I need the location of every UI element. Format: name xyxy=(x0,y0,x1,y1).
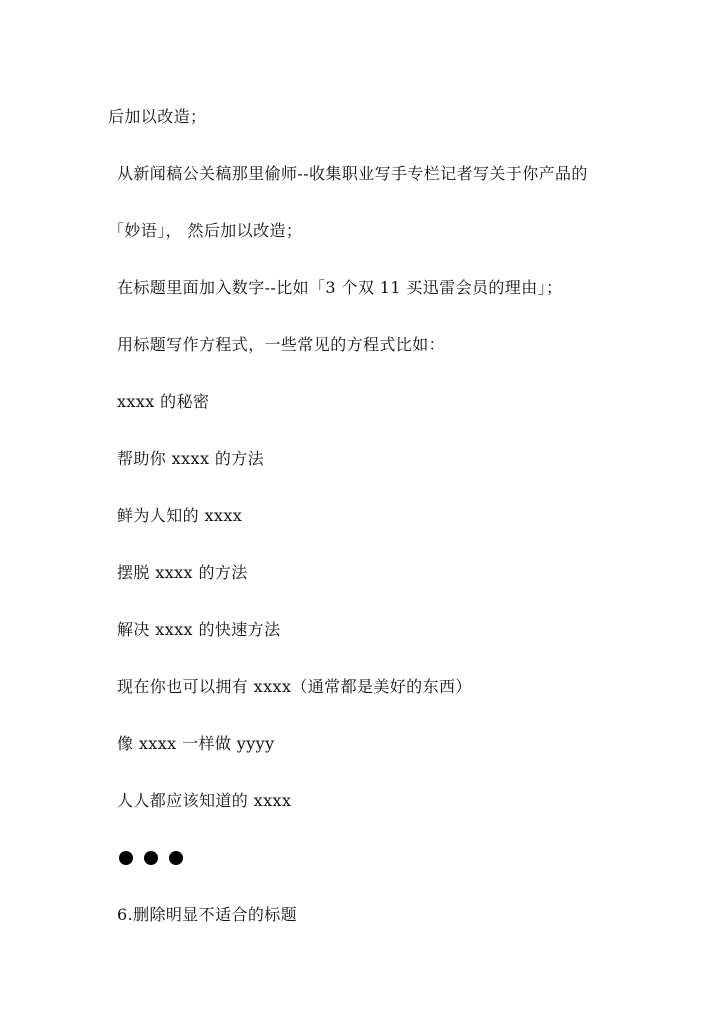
text-line: 后加以改造； xyxy=(108,107,207,126)
formula-item: 像 xxxx 一样做 yyyy xyxy=(117,734,275,753)
bullet-dot-icon xyxy=(169,851,183,865)
formula-item: 现在你也可以拥有 xxxx（通常都是美好的东西） xyxy=(117,677,472,696)
ellipsis-bullets xyxy=(119,847,183,869)
section-heading: 6.删除明显不适合的标题 xyxy=(117,905,298,924)
formula-item: 解决 xxxx 的快速方法 xyxy=(117,620,281,639)
text-line: 从新闻稿公关稿那里偷师--收集职业写手专栏记者写关于你产品的 xyxy=(117,164,588,183)
text-line: 在标题里面加入数字--比如「3 个双 11 买迅雷会员的理由」； xyxy=(117,278,563,297)
formula-item: 帮助你 xxxx 的方法 xyxy=(117,449,265,468)
bullet-dot-icon xyxy=(144,851,158,865)
formula-item: 摆脱 xxxx 的方法 xyxy=(117,563,248,582)
text-line: 「妙语」， 然后加以改造； xyxy=(108,221,303,240)
bullet-dot-icon xyxy=(119,851,133,865)
formula-item: 鲜为人知的 xxxx xyxy=(117,506,243,525)
formula-item: xxxx 的秘密 xyxy=(117,392,210,411)
text-line: 用标题写作方程式，一些常见的方程式比如： xyxy=(117,335,446,354)
formula-item: 人人都应该知道的 xxxx xyxy=(117,791,292,810)
